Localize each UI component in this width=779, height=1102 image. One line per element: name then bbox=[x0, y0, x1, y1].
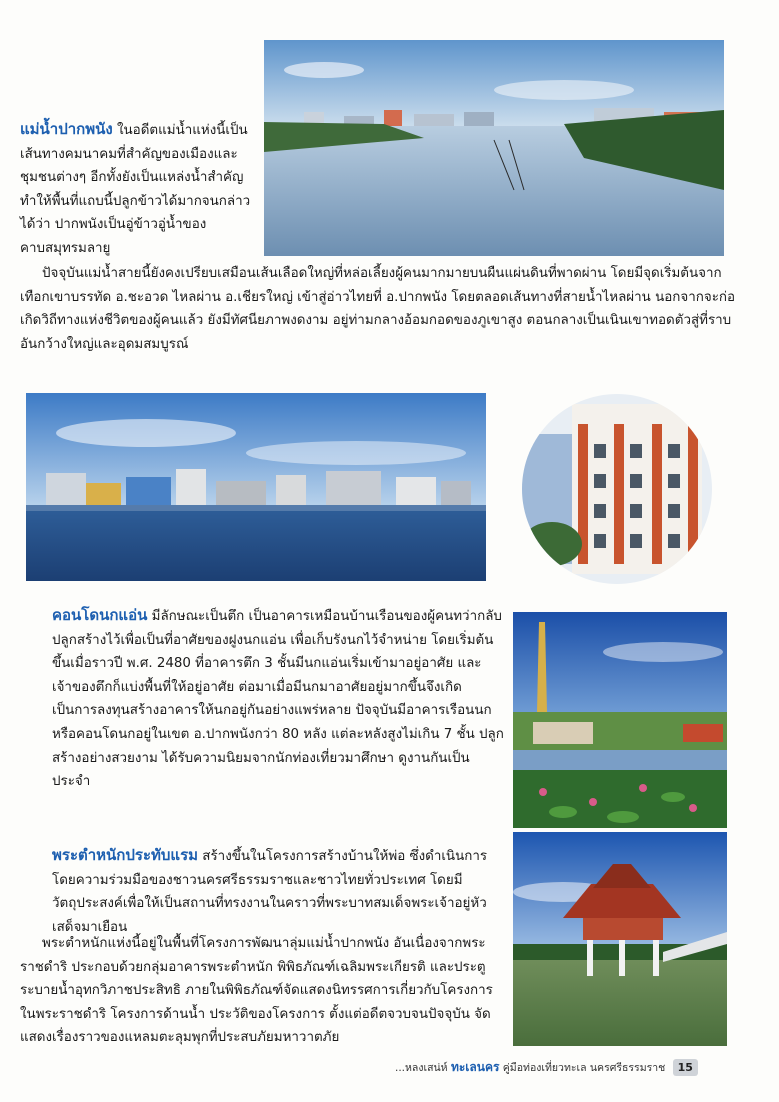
section3-intro-text: สร้างขึ้นในโครงการสร้างบ้านให้พ่อ ซึ่งดำเนินการโดยความร่วมมือของชาวนครศรีธรรมราชและชาวไทยทั่วประเทศ โดยมีวัตถุประสงค์เพื่อให้เป็นสถานที่ทรงงานในคราวที่พระบาทสมเด็จพระเจ้าอยู่หัวเสด็จมาเยือน bbox=[52, 849, 488, 935]
section3-intro bbox=[52, 844, 504, 939]
section1-title: แม่น้ำปากพนัง bbox=[20, 120, 113, 138]
river-photo bbox=[264, 40, 724, 256]
section1-intro bbox=[20, 118, 256, 261]
section2-body-text: มีลักษณะเป็นตึก เป็นอาคารเหมือนบ้านเรือนของผู้คนทว่ากลับปลูกสร้างไว้เพื่อเป็นที่อาศัยของฝูงนกแอ่น เพื่อเก็บรังนกไว้จำหน่าย โดยเริ่มต้นขึ้นเมื่อราวปี พ.ศ. 2480 ที่อาคารตึก 3 ชั้นมีนกแอ่นเริ่มเข้ามาอยู่อาศัย และเจ้าของตึกก็แบ่งพื้นที่ให้อยู่อาศัย ต่อมาเมื่อมีนกมาอาศัยอยู่มากขึ้นจึงเกิดเป็นการลงทุนสร้างอาคารให้นกอยู่กันอย่างแพร่หลาย ปัจจุบันมีอาคารเรือนนก หรือคอนโดนกอยู่ในเขต อ.ปากพนังกว่า 80 หลัง แต่ละหลังสูงไม่เกิน 7 ชั้น ปลูกสร้างอย่างสวยงาม ได้รับความนิยมจากนักท่องเที่ยวมาศึกษา ดูงานกันเป็นประจำ bbox=[52, 609, 504, 790]
section2-body bbox=[52, 604, 504, 794]
bird-condo-photo bbox=[522, 394, 712, 584]
royal-residence-photo bbox=[513, 832, 727, 1046]
section1-intro-text: ในอดีตแม่น้ำแห่งนี้เป็นเส้นทางคมนาคมที่สำคัญของเมืองและชุมชนต่างๆ อีกทั้งยังเป็นแหล่งน้ำสำคัญทำให้พื้นที่แถบนี้ปลูกข้าวได้มากจนกล่าวได้ว่า ปากพนังเป็นอู่ข้าวอู่น้ำของคาบสมุทรมลายู bbox=[20, 123, 251, 256]
page-footer bbox=[395, 1058, 698, 1077]
footer-brand: ทะเลนคร bbox=[450, 1060, 500, 1074]
section2-title: คอนโดนกแอ่น bbox=[52, 606, 148, 624]
monument-park-photo bbox=[513, 612, 727, 828]
footer-subtitle: คู่มือท่องเที่ยวทะเล นครศรีธรรมราช bbox=[502, 1062, 666, 1074]
section1-paragraph: ปัจจุบันแม่น้ำสายนี้ยังคงเปรียบเสมือนเส้นเลือดใหญ่ที่หล่อเลี้ยงผู้คนมากมายบนผืนแผ่นดินที่พาดผ่าน โดยมีจุดเริ่มต้นจากเทือกเขาบรรทัด อ.ชะอวด ไหลผ่าน อ.เชียรใหญ่ เข้าสู่อ่าวไทยที่ อ.ปากพนัง โดยตลอดเส้นทางที่สายน้ำไหลผ่าน นอกจากจะก่อเกิดวิถีทางแห่งชีวิตของผู้คนแล้ว ยังมีทัศนียภาพงดงาม อยู่ท่ามกลางอ้อมกอดของภูเขาสูง ตอนกลางเป็นเนินเขาทอดตัวสู่ที่ราบอันกว้างใหญ่และอุดมสมบูรณ์ bbox=[20, 266, 736, 352]
page-number: 15 bbox=[673, 1059, 698, 1076]
waterfront-photo bbox=[26, 393, 486, 581]
section3-paragraph: พระตำหนักแห่งนี้อยู่ในพื้นที่โครงการพัฒนาลุ่มแม่น้ำปากพนัง อันเนื่องจากพระราชดำริ ประกอบด้วยกลุ่มอาคารพระตำหนัก พิพิธภัณฑ์เฉลิมพระเกียรติ และประตูระบายน้ำอุทกวิภาชประสิทธิ ภายในพิพิธภัณฑ์จัดแสดงนิทรรศการเกี่ยวกับโครงการในพระราชดำริ โครงการด้านน้ำ ประวัติของโครงการ ตั้งแต่อดีตจวบจนปัจจุบัน จัดแสดงเรื่องราวของแหลมตะลุมพุกที่ประสบภัยมหาวาตภัย bbox=[20, 936, 493, 1046]
section3-title: พระตำหนักประทับแรม bbox=[52, 846, 199, 864]
footer-prefix: ...หลงเสน่ห์ bbox=[395, 1062, 448, 1074]
